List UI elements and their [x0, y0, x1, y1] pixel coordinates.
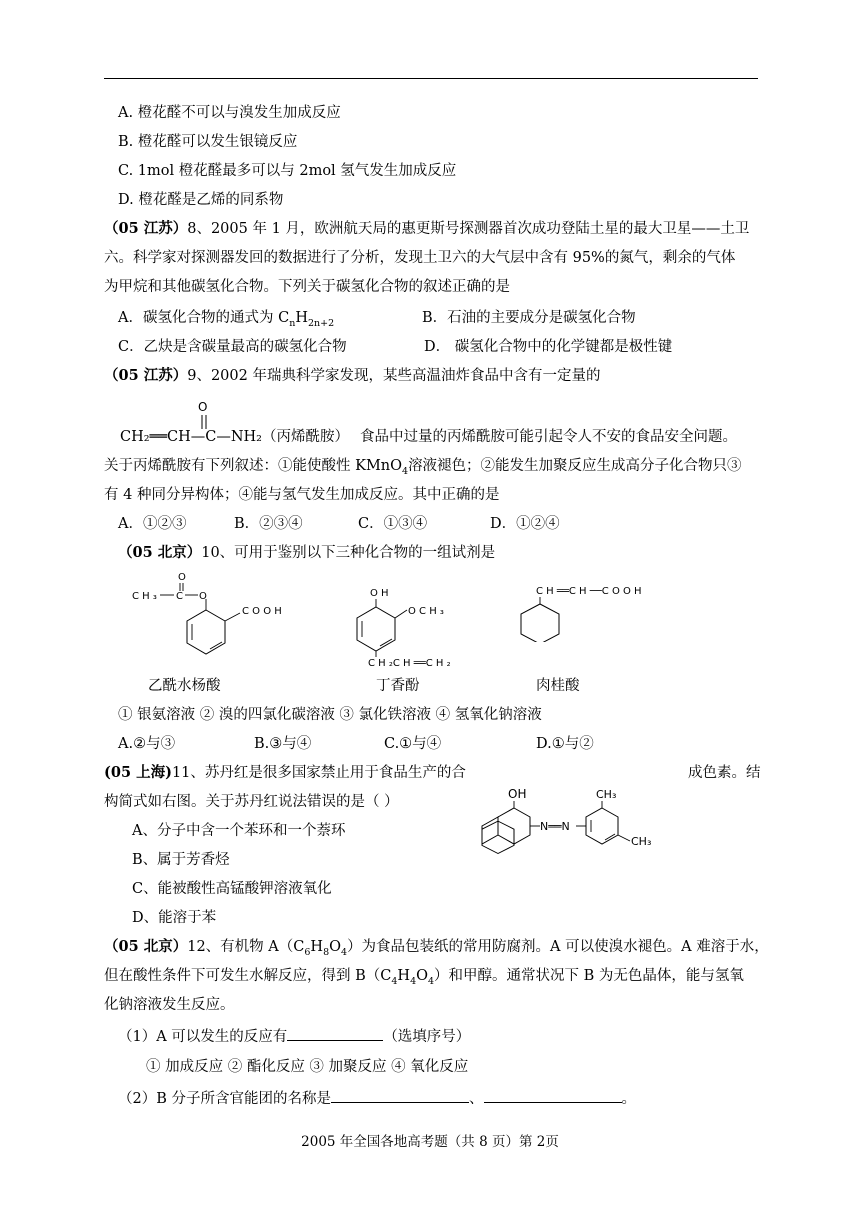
- q9-option-c: C．①③④: [358, 516, 428, 532]
- q10-option-d: D.①与②: [536, 736, 594, 752]
- q10-line-1: （05 北京）10、可用于鉴别以下三种化合物的一组试剂是: [118, 544, 496, 561]
- q9-source: （05 江苏）: [104, 367, 188, 384]
- q10-compound-1-name: 乙酰水杨酸: [148, 678, 221, 694]
- q11-option-b: B、属于芳香烃: [132, 852, 230, 868]
- q10-option-a: A.②与③: [118, 736, 176, 752]
- q12-part-2: （2）B 分子所含官能团的名称是 、 。: [118, 1088, 636, 1109]
- svg-text:C: C: [176, 591, 183, 602]
- q11-source: (05 上海): [104, 764, 172, 781]
- q11-line-1-tail: 成色素。结: [688, 765, 761, 781]
- svg-text:C H ══C H ──C O O H: C H ══C H ──C O O H: [536, 586, 642, 597]
- svg-text:O C H ₃: O C H ₃: [408, 606, 444, 617]
- svg-text:O H: O H: [370, 588, 389, 599]
- svg-text:O: O: [199, 591, 207, 602]
- q10-compound-3-name: 肉桂酸: [536, 678, 580, 694]
- q8-line-2: 六。科学家对探测器发回的数据进行了分析，发现土卫六的大气层中含有 95%的氮气，剩余的气体: [104, 250, 736, 266]
- q9-option-a: A．①②③: [118, 516, 187, 532]
- q12-line-1: （05 北京）12、有机物 $A(C_6H_8O_4)$为食品包装纸的常用防腐剂。A 可以使溴水褪色。A 难溶于水，: [104, 938, 769, 958]
- q11-option-a: A、分子中含一个苯环和一个萘环: [132, 823, 346, 839]
- q10-compound-2-name: 丁香酚: [376, 678, 420, 694]
- svg-text:CH₃: CH₃: [631, 835, 652, 848]
- q7-option-b: B. 橙花醛可以发生银镜反应: [118, 134, 298, 150]
- q10-source: （05 北京）: [118, 544, 202, 561]
- header-rule: [104, 78, 758, 79]
- svg-text:O: O: [178, 572, 186, 583]
- svg-text:C H ₂C H ══C H ₂: C H ₂C H ══C H ₂: [368, 658, 451, 669]
- q7-option-c: C. 1mol 橙花醛最多可以与 2mol 氢气发生加成反应: [118, 163, 457, 179]
- svg-text:C H ₃: C H ₃: [132, 591, 157, 602]
- q12-part-1-options: ① 加成反应 ② 酯化反应 ③ 加聚反应 ④ 氧化反应: [146, 1059, 469, 1075]
- q8-option-c: C．乙炔是含碳量最高的碳氢化合物: [118, 339, 347, 355]
- eugenol-structure: [346, 580, 486, 670]
- q8-option-b: B．石油的主要成分是碳氢化合物: [422, 310, 636, 326]
- q8-line-1: （05 江苏）8、2005 年 1 月，欧洲航天局的惠更斯号探测器首次成功登陆土星的最大卫星——土卫: [104, 220, 750, 237]
- q7-option-a: A. 橙花醛不可以与溴发生加成反应: [118, 105, 341, 121]
- q11-option-c: C、能被酸性高锰酸钾溶液氧化: [132, 881, 332, 897]
- q9-line-2-tail: 食品中过量的丙烯酰胺可能引起令人不安的食品安全问题。: [360, 429, 737, 445]
- q9-line-3: 关于丙烯酰胺有下列叙述：①能使酸性 KMnO$_4$溶液褪色；②能发生加聚反应生成高分子化合物只③: [104, 458, 742, 477]
- q8-option-a: A．碳氢化合物的通式为 $C_nH_{2n+2}$: [118, 310, 335, 329]
- q11-option-d: D、能溶于苯: [132, 910, 217, 926]
- svg-text:N══N: N══N: [540, 820, 570, 833]
- q11-line-1: (05 上海)11、苏丹红是很多国家禁止用于食品生产的合: [104, 764, 466, 781]
- q12-source: （05 北京）: [104, 938, 188, 955]
- page-footer: 2005 年全国各地高考题（共 8 页）第 2页: [301, 1134, 559, 1150]
- q9-line-1: （05 江苏）9、2002 年瑞典科学家发现，某些高温油炸食品中含有一定量的: [104, 367, 601, 384]
- q7-option-d: D. 橙花醛是乙烯的同系物: [118, 192, 284, 208]
- q10-option-b: B.③与④: [254, 736, 312, 752]
- svg-text:C O O H: C O O H: [242, 606, 282, 617]
- aspirin-structure: [130, 570, 290, 670]
- q9-option-d: D．①②④: [490, 516, 560, 532]
- q8-line-3: 为甲烷和其他碳氢化合物。下列关于碳氢化合物的叙述正确的是: [104, 279, 510, 295]
- q8-source: （05 江苏）: [104, 220, 188, 237]
- q10-reagents: ① 银氨溶液 ② 溴的四氯化碳溶液 ③ 氯化铁溶液 ④ 氢氧化钠溶液: [118, 707, 542, 723]
- q12-part-1-answer-blank[interactable]: [287, 1026, 383, 1041]
- q12-line-2: 但在酸性条件下可发生水解反应，得到 $B(C_4H_4O_4)$和甲醇。通常状况下 B 为无色晶体，能与氢氧: [104, 968, 744, 987]
- q11-line-2: 构简式如右图。关于苏丹红说法错误的是（ ）: [104, 794, 399, 810]
- svg-text:OH: OH: [508, 787, 527, 801]
- q9-option-b: B．②③④: [234, 516, 303, 532]
- svg-text:O: O: [198, 400, 208, 414]
- q8-option-d: D． 碳氢化合物中的化学键都是极性键: [424, 339, 673, 355]
- sudan-red-structure: [470, 786, 670, 866]
- q10-option-c: C.①与④: [384, 736, 442, 752]
- q12-line-3: 化钠溶液发生反应。: [104, 997, 235, 1013]
- q12-part-1: （1）A 可以发生的反应有 （选填序号）: [118, 1026, 470, 1047]
- cinnamic-acid-structure: [514, 582, 674, 642]
- acrylamide-formula: CH₂══CH—C—NH₂（丙烯酰胺）: [120, 429, 349, 445]
- q9-line-4: 有 4 种同分异构体；④能与氢气发生加成反应。其中正确的是: [104, 487, 500, 503]
- q12-part-2-answer-blank-2[interactable]: [484, 1088, 622, 1103]
- svg-text:CH₃: CH₃: [596, 788, 617, 801]
- q12-part-2-answer-blank-1[interactable]: [331, 1088, 469, 1103]
